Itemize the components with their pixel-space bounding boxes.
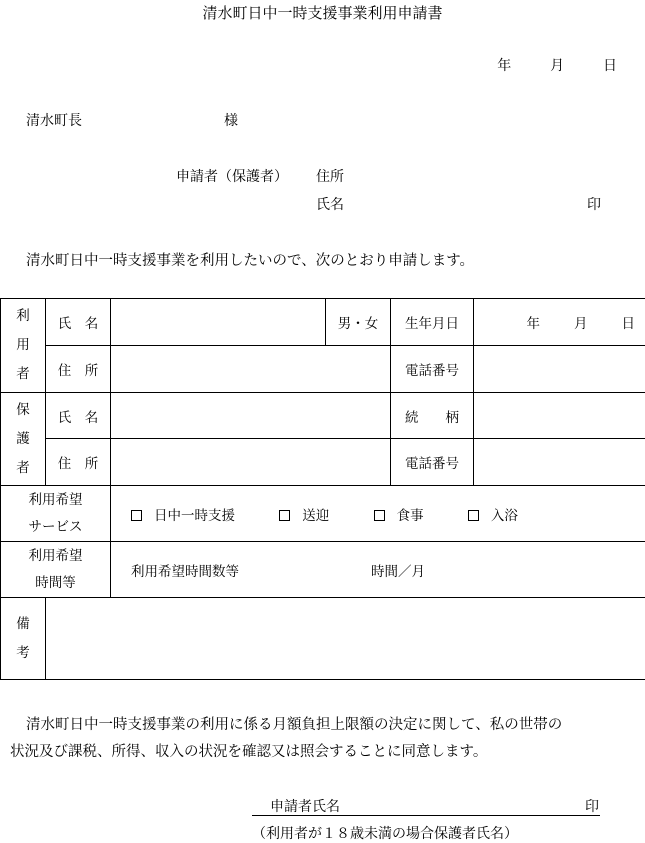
hours-field[interactable] [111, 542, 645, 598]
table-row [1, 598, 645, 680]
document-title: 清水町日中一時支援事業利用申請書 [0, 2, 645, 23]
addressee-name: 清水町長 [26, 113, 82, 129]
service-option-transport[interactable]: 送迎 [279, 504, 329, 524]
birthdate-year: 年 [527, 316, 541, 332]
table-row [1, 486, 645, 542]
remarks-label: 備 考 [1, 598, 46, 680]
hours-text: 利用希望時間数等 [131, 564, 239, 580]
guardian-address-field[interactable] [111, 439, 391, 486]
user-phone-label: 電話番号 [391, 346, 474, 393]
guardian-phone-label: 電話番号 [391, 439, 474, 486]
birthdate-field[interactable] [474, 299, 645, 346]
table-row [1, 299, 645, 346]
user-phone-field[interactable] [474, 346, 645, 393]
addressee-honorific: 様 [224, 110, 238, 130]
service-option-meal[interactable]: 食事 [374, 504, 424, 524]
guardian-address-label: 住 所 [46, 439, 111, 486]
checkbox[interactable] [131, 510, 142, 521]
birthdate-label: 生年月日 [391, 299, 474, 346]
applicant-label: 申請者（保護者） [176, 166, 288, 186]
application-table [0, 298, 645, 680]
user-address-label: 住 所 [46, 346, 111, 393]
guardian-name-label: 氏 名 [46, 393, 111, 439]
checkbox[interactable] [468, 510, 479, 521]
hours-label: 利用希望 時間等 [1, 542, 111, 598]
service-option-daytime[interactable]: 日中一時支援 [131, 504, 235, 524]
applicant-seal-mark: 印 [587, 194, 601, 214]
consent-text: 清水町日中一時支援事業の利用に係る月額負担上限額の決定に関して、私の世帯の 状況及び課税、所得、収入の状況を確認又は照会することに同意します。 [26, 712, 641, 766]
relation-field[interactable] [474, 393, 645, 439]
service-option-bath[interactable]: 入浴 [468, 504, 518, 524]
date-day-label: 日 [603, 55, 617, 75]
guardian-name-field[interactable] [111, 393, 391, 439]
date-month-label: 月 [550, 55, 564, 75]
table-row [1, 346, 645, 393]
user-name-label: 氏 名 [46, 299, 111, 346]
addressee [26, 110, 82, 130]
signature-seal-mark: 印 [585, 796, 599, 816]
service-options [111, 486, 645, 542]
birthdate-month: 月 [574, 316, 588, 332]
signature-note: （利用者が１８歳未満の場合保護者氏名） [252, 823, 518, 843]
date-line [497, 55, 617, 75]
hours-unit: 時間／月 [371, 564, 425, 580]
signature-label: 申請者氏名 [270, 796, 340, 816]
date-year-label: 年 [497, 55, 511, 75]
relation-label: 続 柄 [391, 393, 474, 439]
user-group-label: 利 用 者 [1, 299, 46, 393]
remarks-field[interactable] [46, 598, 645, 680]
guardian-phone-field[interactable] [474, 439, 645, 486]
birthdate-day: 日 [622, 316, 636, 332]
user-name-field[interactable] [111, 299, 326, 346]
applicant-name-label: 氏名 [316, 194, 344, 214]
table-row [1, 439, 645, 486]
sex-select-label[interactable]: 男・女 [326, 299, 391, 346]
table-row [1, 542, 645, 598]
service-label: 利用希望 サービス [1, 486, 111, 542]
checkbox[interactable] [279, 510, 290, 521]
user-address-field[interactable] [111, 346, 391, 393]
intro-text: 清水町日中一時支援事業を利用したいので、次のとおり申請します。 [26, 249, 474, 270]
guardian-group-label: 保 護 者 [1, 393, 46, 486]
applicant-address-label: 住所 [316, 166, 344, 186]
checkbox[interactable] [374, 510, 385, 521]
table-row [1, 393, 645, 439]
